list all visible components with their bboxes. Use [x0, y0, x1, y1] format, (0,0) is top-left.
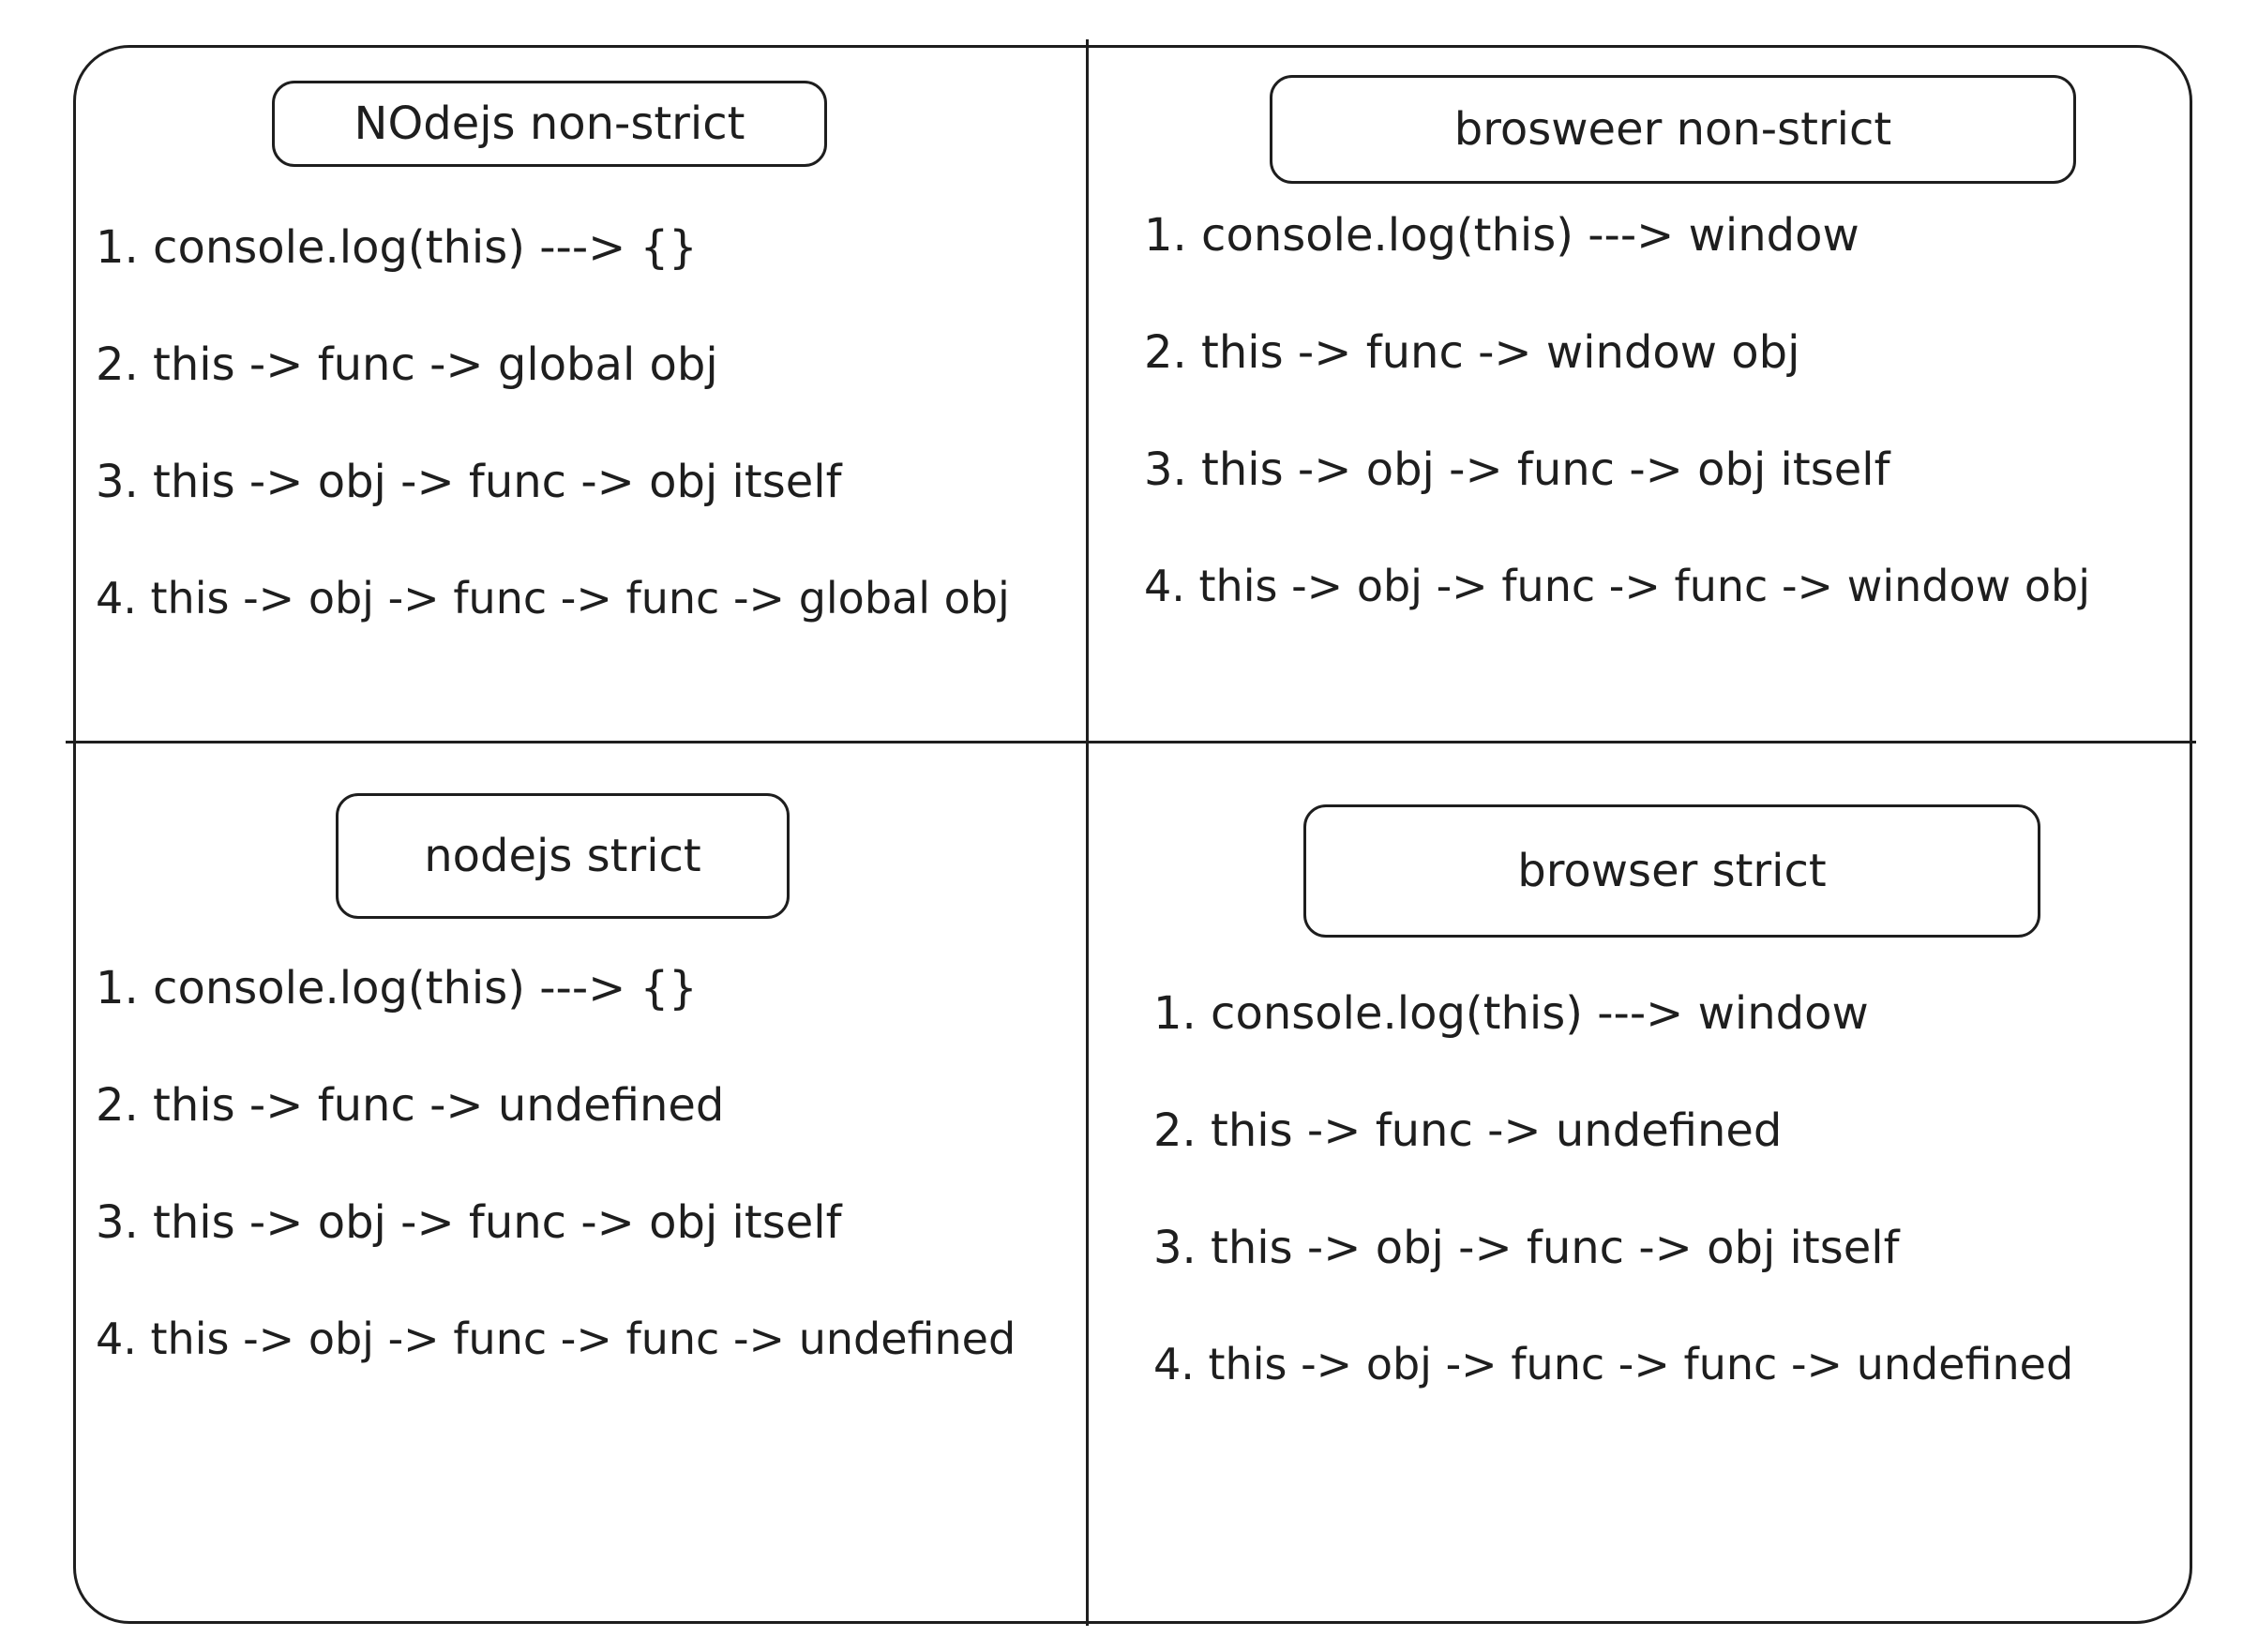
horizontal-divider	[66, 741, 2196, 743]
rule-line-4: 4. this -> obj -> func -> func -> global obj	[96, 573, 1010, 623]
rule-line-4: 4. this -> obj -> func -> func -> undefined	[96, 1314, 1016, 1364]
rule-line-1: 1. console.log(this) ---> window	[1153, 987, 1869, 1040]
rule-line-1: 1. console.log(this) ---> {}	[96, 962, 698, 1014]
vertical-divider	[1086, 39, 1089, 1626]
quadrant-title-nodejs-non-strict: NOdejs non-strict	[272, 81, 827, 167]
rule-line-1: 1. console.log(this) ---> {}	[96, 221, 698, 274]
quadrant-title-nodejs-strict: nodejs strict	[336, 793, 790, 919]
quadrant-title-browser-non-strict: brosweer non-strict	[1270, 75, 2076, 184]
rule-line-2: 2. this -> func -> undefined	[96, 1079, 725, 1132]
rule-line-3: 3. this -> obj -> func -> obj itself	[96, 1196, 842, 1249]
rule-line-3: 3. this -> obj -> func -> obj itself	[96, 456, 842, 508]
rule-line-3: 3. this -> obj -> func -> obj itself	[1144, 443, 1890, 496]
rule-line-4: 4. this -> obj -> func -> func -> window obj	[1144, 561, 2090, 611]
rule-line-4: 4. this -> obj -> func -> func -> undefined	[1153, 1339, 2074, 1389]
rule-line-2: 2. this -> func -> undefined	[1153, 1104, 1783, 1157]
rule-line-1: 1. console.log(this) ---> window	[1144, 209, 1859, 262]
rule-line-3: 3. this -> obj -> func -> obj itself	[1153, 1222, 1900, 1274]
quadrant-title-browser-strict: browser strict	[1303, 804, 2040, 938]
rule-line-2: 2. this -> func -> window obj	[1144, 326, 1800, 379]
rule-line-2: 2. this -> func -> global obj	[96, 338, 718, 391]
